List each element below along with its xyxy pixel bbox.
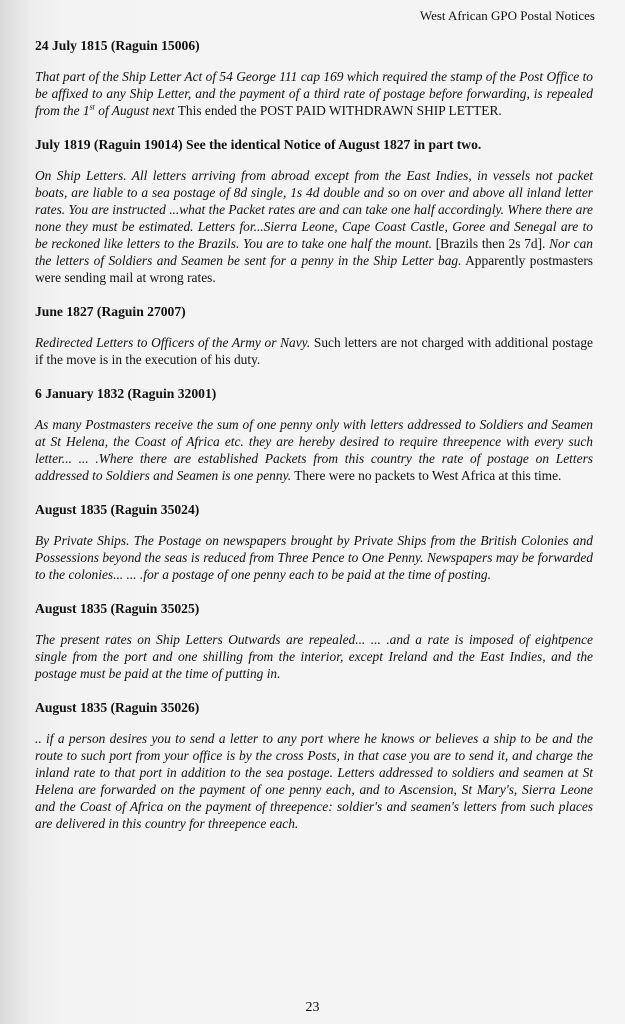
notice-commentary: Apparently postmasters were sending mail at wrong rates. bbox=[35, 253, 594, 285]
notice-quote-cont: Nor can the letters of Soldiers and Seamen be sent for a penny in the Ship Letter bag. bbox=[35, 236, 593, 268]
notice-entry-1835-35026 bbox=[35, 700, 593, 832]
notice-quote-cont: of August next bbox=[94, 103, 175, 118]
notice-entry-1827 bbox=[35, 304, 593, 368]
notice-heading: July 1819 (Raguin 19014) See the identical Notice of August 1827 in part two. bbox=[35, 137, 482, 152]
notice-body bbox=[35, 416, 593, 484]
notice-quote: As many Postmasters receive the sum of one penny only with letters addressed to Soldiers and Seamen at St Helena, the Coast of Africa etc. they are hereby desired to require threepence with every such letter... ... .Where there are established Packets from this country the rate of postage on Letters addressed to Soldiers and Seamen is one penny. bbox=[35, 417, 593, 483]
notice-body bbox=[35, 68, 593, 119]
notice-heading: August 1835 (Raguin 35025) bbox=[35, 601, 200, 616]
notice-commentary: This ended the POST PAID WITHDRAWN SHIP LETTER. bbox=[174, 103, 502, 118]
notice-quote: On Ship Letters. All letters arriving from abroad except from the East Indies, in vessels not packet boats, are liable to a sea postage of 8d single, 1s 4d double and so on over and above all inland letter rates. You are instructed ...what the Packet rates are and can take one half accordingly. Where there are none they must be estimated. Letters for...Sierra Leone, Cape Coast Castle, Goree and Senegal are to be reckoned like letters to the Brazils. You are to take one half the mount. bbox=[35, 168, 593, 251]
notice-commentary: There were no packets to West Africa at this time. bbox=[291, 468, 562, 483]
notice-quote: By Private Ships. The Postage on newspapers brought by Private Ships from the British Colonies and Possessions beyond the seas is reduced from Three Pence to One Penny. Newspapers may be forwarded to the colonies... ... .for a postage of one penny each to be paid at the time of posting. bbox=[35, 533, 593, 582]
notice-body bbox=[35, 631, 593, 682]
notice-entry-1832 bbox=[35, 386, 593, 484]
notice-body bbox=[35, 730, 593, 832]
notice-heading: August 1835 (Raguin 35024) bbox=[35, 502, 200, 517]
notice-entry-1815 bbox=[35, 38, 593, 119]
page-content bbox=[35, 38, 593, 850]
notice-body bbox=[35, 532, 593, 583]
notice-quote: The present rates on Ship Letters Outwards are repealed... ... .and a rate is imposed of eightpence single from the port and one shilling from the interior, except Ireland and the East Indies, and the postage must be paid at the time of putting in. bbox=[35, 632, 593, 681]
notice-body bbox=[35, 167, 593, 286]
notice-heading: August 1835 (Raguin 35026) bbox=[35, 700, 200, 715]
notice-quote: Redirected Letters to Officers of the Army or Navy. bbox=[35, 335, 311, 350]
running-head: West African GPO Postal Notices bbox=[419, 8, 595, 23]
notice-entry-1819 bbox=[35, 137, 593, 286]
notice-entry-1835-35024 bbox=[35, 502, 593, 583]
notice-quote: .. if a person desires you to send a letter to any port where he knows or believes a ship to be and the route to such port from your office is by the cross Posts, in that case you are to send it, and charge the inland rate to that port in addition to the sea postage. Letters addressed to soldiers and seamen at St Helena are forwarded on the payment of one penny each, and to Ascension, St Mary's, Sierra Leone and the Coast of Africa on the payment of threepence: soldier's and seamen's letters from such places are delivered in this country for threepence each. bbox=[35, 731, 593, 831]
notice-heading: June 1827 (Raguin 27007) bbox=[35, 304, 186, 319]
superscript: st bbox=[89, 102, 95, 112]
notice-heading: 6 January 1832 (Raguin 32001) bbox=[35, 386, 217, 401]
notice-aside: [Brazils then 2s 7d]. bbox=[432, 236, 550, 251]
notice-entry-1835-35025 bbox=[35, 601, 593, 682]
notice-body bbox=[35, 334, 593, 368]
notice-heading: 24 July 1815 (Raguin 15006) bbox=[35, 38, 200, 53]
notice-commentary: Such letters are not charged with additional postage if the move is in the execution of his duty. bbox=[35, 335, 593, 367]
page-number: 23 bbox=[305, 1000, 320, 1015]
notice-quote: That part of the Ship Letter Act of 54 George 111 cap 169 which required the stamp of the Post Office to be affixed to any Ship Letter, and the payment of a third rate of postage before forwarding, is repealed from the 1 bbox=[35, 69, 593, 118]
